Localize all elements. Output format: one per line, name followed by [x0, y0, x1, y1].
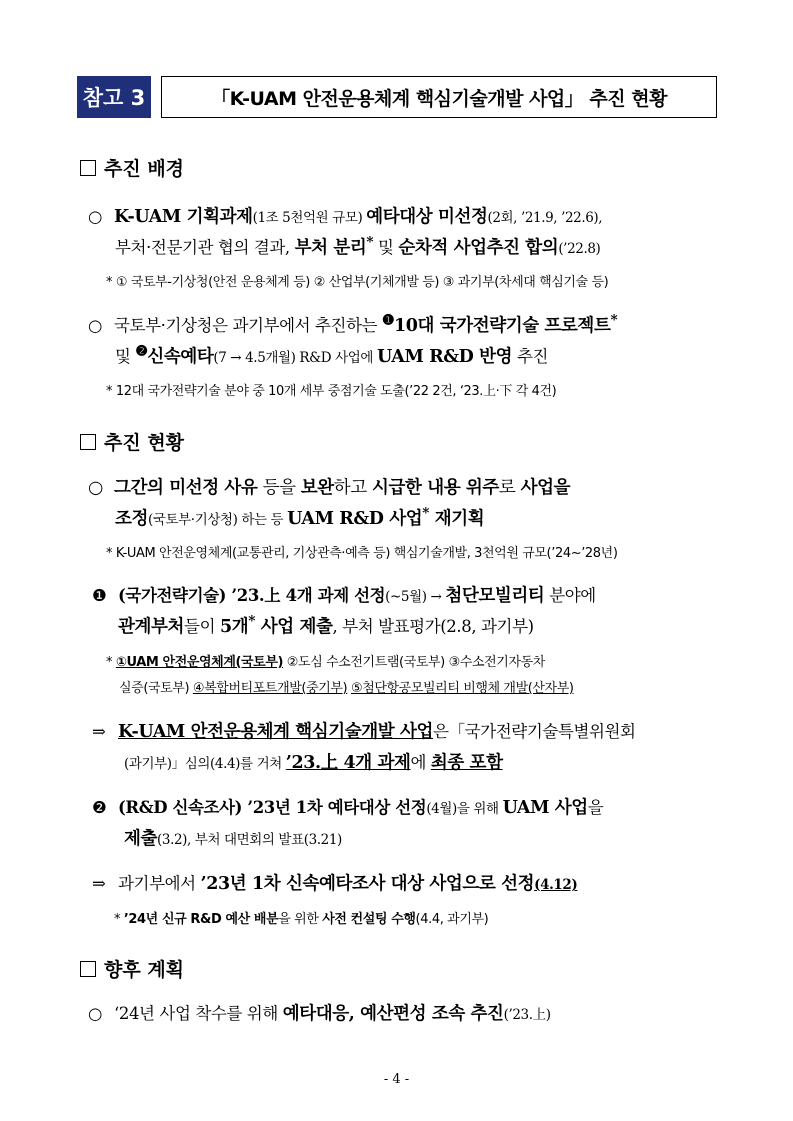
page-header	[77, 76, 717, 118]
status-result-2: ⇒ 과기부에서 ’23년 1차 신속예타조사 대상 사업으로 선정(4.12)	[92, 874, 578, 894]
status-step-1-cont: 관계부처들이 5개* 사업 제출, 부처 발표평가(2.8, 과기부)	[118, 613, 534, 637]
background-item-2-cont: 및 $^❷$신속예타(7 → 4.5개월) R&D 사업에 UAM R&D 반영 추진	[115, 343, 549, 367]
checkbox-square-icon	[80, 160, 96, 176]
number-1-icon: ❶	[92, 586, 107, 605]
status-item-1-cont: 조정(국토부·기상청) 하는 등 UAM R&D 사업* 재기획	[115, 505, 485, 529]
background-note-2: * 12대 국가전략기술 분야 중 10개 세부 중점기술 도출(’22 2건, ‘23.上·下 각 4건)	[106, 384, 557, 399]
background-item-1: ○ K-UAM 기획과제(1조 5천억원 규모) 예타대상 미선정(2회, ’21.9, ’22.6),	[88, 207, 603, 227]
page-title: 「K-UAM 안전운용체계 핵심기술개발 사업」 추진 현황	[161, 76, 717, 118]
status-step-1-note: * ①UAM 안전운영체계(국토부) ②도심 수소전기트램(국토부) ③수소전기자동차	[106, 655, 545, 670]
arrow-icon: ⇒	[92, 874, 106, 893]
status-note-1: * K-UAM 안전운영체계(교통관리, 기상관측·예측 등) 핵심기술개발, 3천억원 규모(’24~’28년)	[106, 546, 618, 561]
background-item-1-cont: 부처·전문기관 협의 결과, 부처 분리* 및 순차적 사업추진 합의(’22.8)	[115, 234, 601, 258]
section-heading-plan: 향후 계획	[80, 955, 184, 982]
status-result-1: ⇒ K-UAM 안전운용체계 핵심기술개발 사업은「국가전략기술특별위원회	[92, 722, 636, 742]
reference-tag: 참고 3	[77, 76, 151, 118]
background-item-2: ○ 국토부·기상청은 과기부에서 추진하는 $^❶$10대 국가전략기술 프로젝트*	[88, 312, 618, 336]
section-heading-status: 추진 현황	[80, 428, 184, 455]
status-step-1-note-cont: 실증(국토부) ④복합버티포트개발(중기부) ⑤첨단항공모빌리티 비행체 개발(산자부)	[119, 681, 574, 696]
number-2-icon: ❷	[92, 798, 107, 817]
status-item-1: ○ 그간의 미선정 사유 등을 보완하고 시급한 내용 위주로 사업을	[88, 478, 571, 498]
plan-item-1: ○ ‘24년 사업 착수를 위해 예타대응, 예산편성 조속 추진(’23.上)	[88, 1004, 551, 1024]
page-number: - 4 -	[383, 1072, 410, 1087]
status-step-1: ❶ (국가전략기술) ’23.上 4개 과제 선정(~5월) → 첨단모빌리티 분야에	[92, 586, 596, 606]
status-step-2: ❷ (R&D 신속조사) ’23년 1차 예타대상 선정(4월)을 위해 UAM 사업을	[92, 798, 604, 818]
background-note-1: * ① 국토부-기상청(안전 운용체계 등) ② 산업부(기체개발 등) ③ 과기부(차세대 핵심기술 등)	[106, 275, 609, 290]
arrow-icon: ⇒	[92, 722, 106, 741]
status-result-1-cont: (과기부)」심의(4.4)를 거쳐 ’23.上 4개 과제에 최종 포함	[124, 753, 503, 773]
status-note-3: * ’24년 신규 R&D 예산 배분을 위한 사전 컨설팅 수행(4.4, 과기부)	[114, 912, 489, 927]
checkbox-square-icon	[80, 961, 96, 977]
status-step-2-cont: 제출(3.2), 부처 대면회의 발표(3.21)	[124, 829, 342, 849]
checkbox-square-icon	[80, 434, 96, 450]
section-heading-background: 추진 배경	[80, 154, 184, 181]
